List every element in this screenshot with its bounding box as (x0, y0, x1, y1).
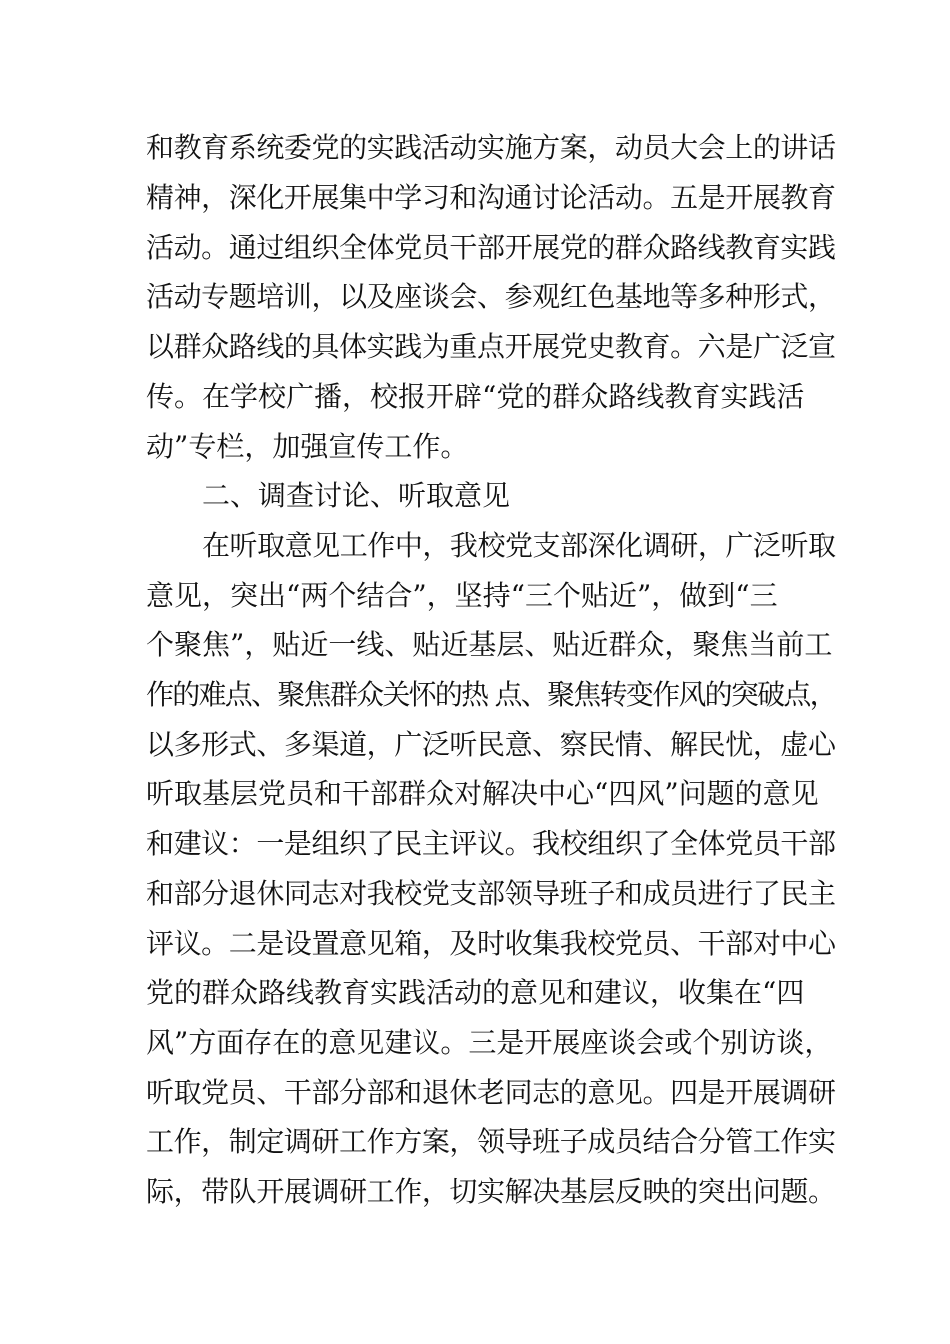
text-line: 以群众路线的具体实践为重点开展党史教育。六是广泛宣 (146, 330, 836, 363)
text-line: 和建议：一是组织了民主评议。我校组织了全体党员干部 (146, 827, 836, 860)
text-line: 评议。二是设置意见箱，及时收集我校党员、干部对中心 (146, 927, 836, 960)
text-line: 工作，制定调研工作方案，领导班子成员结合分管工作实 (146, 1125, 836, 1158)
text-line: 听取基层党员和干部群众对解决中心“四风”问题的意见 (146, 777, 819, 810)
text-line: 传。在学校广播，校报开辟“党的群众路线教育实践活 (146, 380, 805, 413)
text-line: 和教育系统委党的实践活动实施方案，动员大会上的讲话 (146, 131, 836, 164)
text-line: 风”方面存在的意见建议。三是开展座谈会或个别访谈， (146, 1026, 833, 1059)
text-line: 精神，深化开展集中学习和沟通讨论活动。五是开展教育 (146, 181, 836, 214)
text-line: 意见，突出“两个结合”，坚持“三个贴近”，做到“三 (146, 579, 778, 612)
section-heading: 二、调查讨论、听取意见 (202, 479, 511, 512)
text-line: 和部分退休同志对我校党支部领导班子和成员进行了民主 (146, 877, 836, 910)
text-line: 活动。通过组织全体党员干部开展党的群众路线教育实践 (146, 231, 836, 264)
text-line: 作的难点、聚焦群众关怀的热 点、聚焦转变作风的突破点， (146, 678, 836, 711)
paragraph-first-line: 在听取意见工作中，我校党支部深化调研，广泛听取 (202, 529, 836, 562)
text-line: 听取党员、干部分部和退休老同志的意见。四是开展调研 (146, 1076, 836, 1109)
text-line: 动”专栏，加强宣传工作。 (146, 430, 469, 463)
text-line: 际，带队开展调研工作，切实解决基层反映的突出问题。 (146, 1175, 836, 1208)
text-line: 以多形式、多渠道，广泛听民意、察民情、解民忧，虚心 (146, 728, 836, 761)
text-line: 活动专题培训，以及座谈会、参观红色基地等多种形式， (146, 280, 836, 313)
text-line: 党的群众路线教育实践活动的意见和建议，收集在“四 (146, 976, 805, 1009)
text-line: 个聚焦”，贴近一线、贴近基层、贴近群众，聚焦当前工 (146, 628, 833, 661)
